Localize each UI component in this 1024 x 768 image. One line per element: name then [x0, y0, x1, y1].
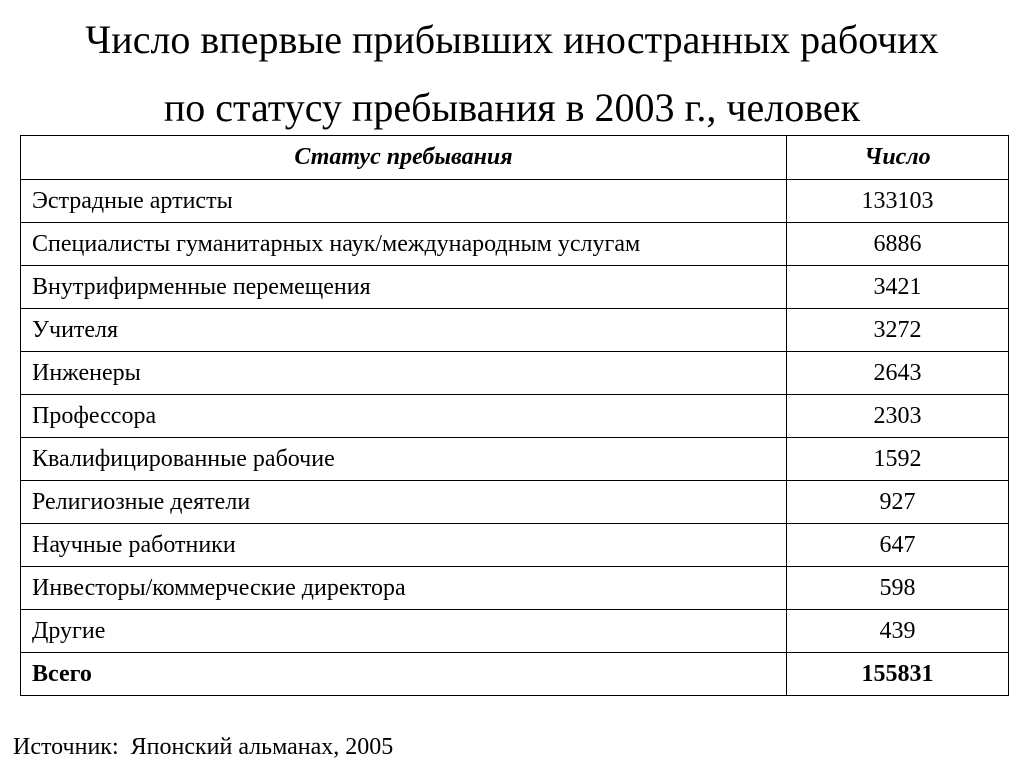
table-row — [21, 352, 1009, 395]
row-status: Инженеры — [21, 352, 787, 395]
title-line-2: по статусу пребывания в 2003 г., человек — [163, 85, 861, 130]
table-row — [21, 438, 1009, 481]
row-count: 439 — [787, 610, 1009, 653]
column-header-status: Статус пребывания — [21, 136, 787, 180]
table-total-row — [21, 653, 1009, 696]
row-count: 6886 — [787, 223, 1009, 266]
data-table — [20, 135, 1009, 696]
title-line-1: Число впервые прибывших иностранных рабочих — [85, 17, 939, 62]
row-count: 3272 — [787, 309, 1009, 352]
table-header-row — [21, 136, 1009, 180]
table-row — [21, 266, 1009, 309]
row-status: Профессора — [21, 395, 787, 438]
row-status: Специалисты гуманитарных наук/международным услугам — [21, 223, 787, 266]
column-header-count: Число — [787, 136, 1009, 180]
row-status: Инвесторы/коммерческие директора — [21, 567, 787, 610]
row-status: Другие — [21, 610, 787, 653]
row-count: 1592 — [787, 438, 1009, 481]
row-status: Внутрифирменные перемещения — [21, 266, 787, 309]
table-row — [21, 309, 1009, 352]
table-row — [21, 524, 1009, 567]
total-label: Всего — [21, 653, 787, 696]
table-row — [21, 481, 1009, 524]
table-row — [21, 180, 1009, 223]
table-row — [21, 395, 1009, 438]
total-count: 155831 — [787, 653, 1009, 696]
table-row — [21, 567, 1009, 610]
row-status: Эстрадные артисты — [21, 180, 787, 223]
row-count: 133103 — [787, 180, 1009, 223]
source-note: Источник: Японский альманах, 2005 — [13, 734, 394, 760]
row-count: 598 — [787, 567, 1009, 610]
row-count: 647 — [787, 524, 1009, 567]
row-status: Религиозные деятели — [21, 481, 787, 524]
row-count: 927 — [787, 481, 1009, 524]
page-title — [0, 6, 1024, 142]
table-row — [21, 223, 1009, 266]
row-status: Научные работники — [21, 524, 787, 567]
row-count: 2303 — [787, 395, 1009, 438]
row-status: Учителя — [21, 309, 787, 352]
row-count: 2643 — [787, 352, 1009, 395]
row-status: Квалифицированные рабочие — [21, 438, 787, 481]
row-count: 3421 — [787, 266, 1009, 309]
table-row — [21, 610, 1009, 653]
